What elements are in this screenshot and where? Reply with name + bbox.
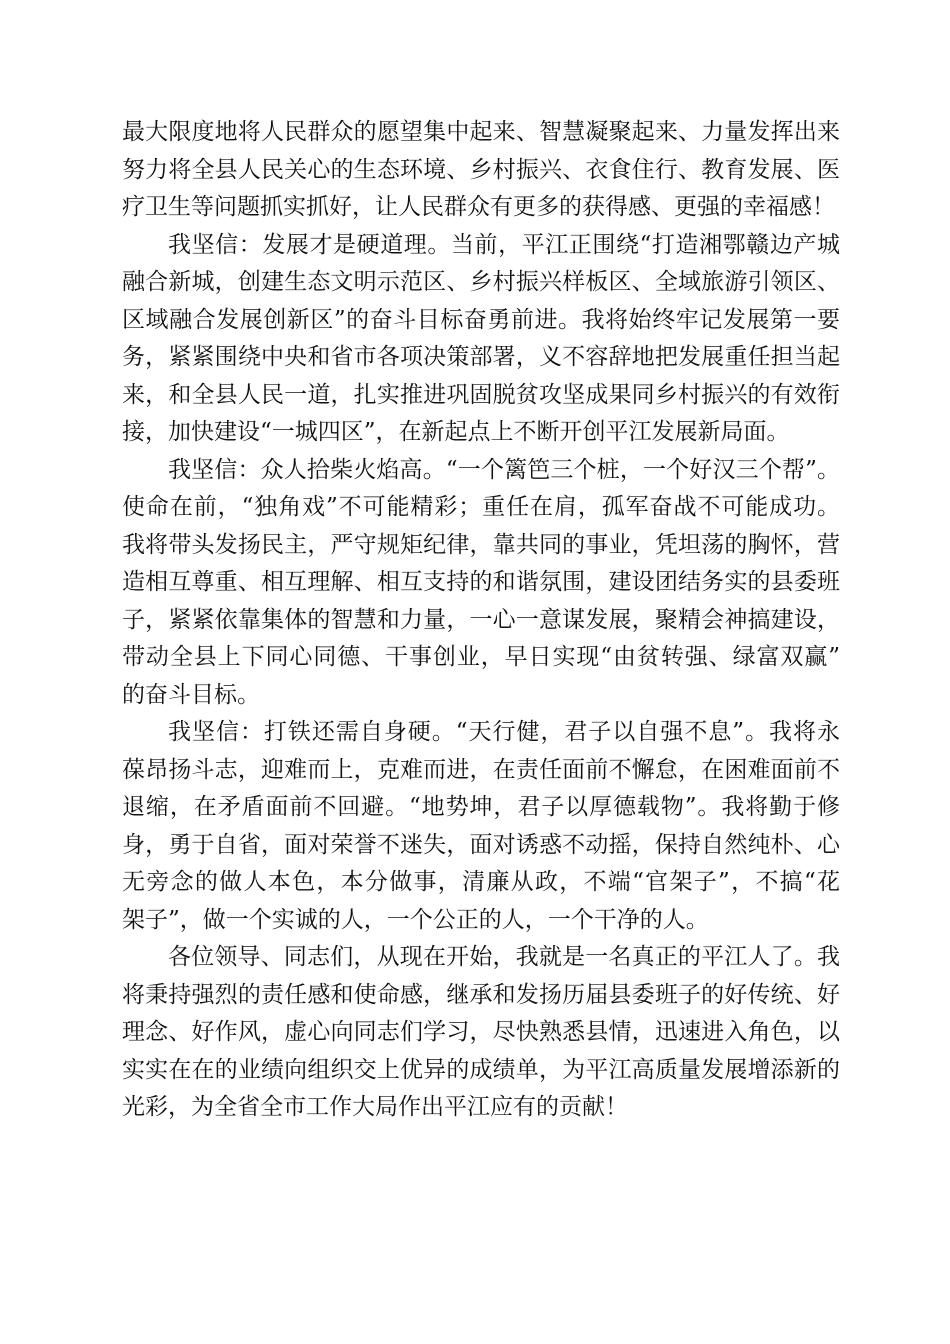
text-line: 我坚信：众人拾柴火焰高。“一个篱笆三个桩，一个好汉三个帮”。 bbox=[168, 456, 840, 483]
text-line: 子，紧紧依靠集体的智慧和力量，一心一意谋发展，聚精会神搞建设， bbox=[122, 606, 840, 633]
paragraph-development bbox=[122, 227, 840, 452]
text-line: 使命在前，“独角戏”不可能精彩；重任在肩，孤军奋战不可能成功。 bbox=[122, 494, 840, 520]
text-line: 带动全县上下同心同德、干事创业，早日实现“由贫转强、绿富双赢” bbox=[122, 644, 840, 670]
text-line: 我将带头发扬民主，严守规矩纪律，靠共同的事业，凭坦荡的胸怀，营 bbox=[122, 531, 840, 558]
text-line: 架子”，做一个实诚的人，一个公正的人，一个干净的人。 bbox=[122, 906, 709, 933]
text-line: 将秉持强烈的责任感和使命感，继承和发扬历届县委班子的好传统、好 bbox=[122, 981, 840, 1008]
text-line: 我坚信：发展才是硬道理。当前，平江正围绕“打造湘鄂赣边产城 bbox=[168, 231, 840, 258]
text-line: 最大限度地将人民群众的愿望集中起来、智慧凝聚起来、力量发挥出来 bbox=[122, 119, 840, 145]
text-line: 努力将全县人民关心的生态环境、乡村振兴、衣食住行、教育发展、医 bbox=[122, 156, 840, 183]
text-line: 无旁念的做人本色，本分做事，清廉从政，不端“官架子”，不搞“花 bbox=[122, 869, 840, 895]
text-line: 理念、好作风，虚心向同志们学习，尽快熟悉县情，迅速进入角色，以 bbox=[122, 1019, 840, 1045]
text-line: 来，和全县人民一道，扎实推进巩固脱贫攻坚成果同乡村振兴的有效衔 bbox=[122, 381, 840, 408]
text-line: 的奋斗目标。 bbox=[122, 681, 260, 708]
paragraph-closing bbox=[122, 939, 840, 1127]
paragraph-continuation bbox=[122, 114, 840, 227]
text-line: 区域融合发展创新区”的奋斗目标奋勇前进。我将始终牢记发展第一要 bbox=[122, 306, 840, 333]
text-line: 身，勇于自省，面对荣誉不迷失，面对诱惑不动摇，保持自然纯朴、心 bbox=[122, 831, 840, 858]
text-line: 接，加快建设“一城四区”，在新起点上不断开创平江发展新局面。 bbox=[122, 419, 790, 445]
text-line: 光彩，为全省全市工作大局作出平江应有的贡献！ bbox=[122, 1094, 628, 1120]
text-line: 葆昂扬斗志，迎难而上，克难而进，在责任面前不懈怠，在困难面前不 bbox=[122, 756, 840, 783]
text-line: 实实在在的业绩向组织交上优异的成绩单，为平江高质量发展增添新的 bbox=[122, 1056, 840, 1083]
paragraph-self-discipline bbox=[122, 714, 840, 939]
text-line: 各位领导、同志们，从现在开始，我就是一名真正的平江人了。我 bbox=[168, 944, 840, 970]
text-line: 退缩，在矛盾面前不回避。“地势坤，君子以厚德载物”。我将勤于修 bbox=[122, 794, 840, 820]
body-text bbox=[122, 114, 840, 1127]
text-line: 造相互尊重、相互理解、相互支持的和谐氛围，建设团结务实的县委班 bbox=[122, 569, 840, 595]
text-line: 我坚信：打铁还需自身硬。“天行健，君子以自强不息”。我将永 bbox=[168, 719, 840, 745]
text-line: 务，紧紧围绕中央和省市各项决策部署，义不容辞地把发展重任担当起 bbox=[122, 344, 840, 370]
paragraph-unity bbox=[122, 452, 840, 715]
text-line: 融合新城，创建生态文明示范区、乡村振兴样板区、全域旅游引领区、 bbox=[122, 269, 840, 295]
text-line: 疗卫生等问题抓实抓好，让人民群众有更多的获得感、更强的幸福感！ bbox=[122, 194, 835, 220]
